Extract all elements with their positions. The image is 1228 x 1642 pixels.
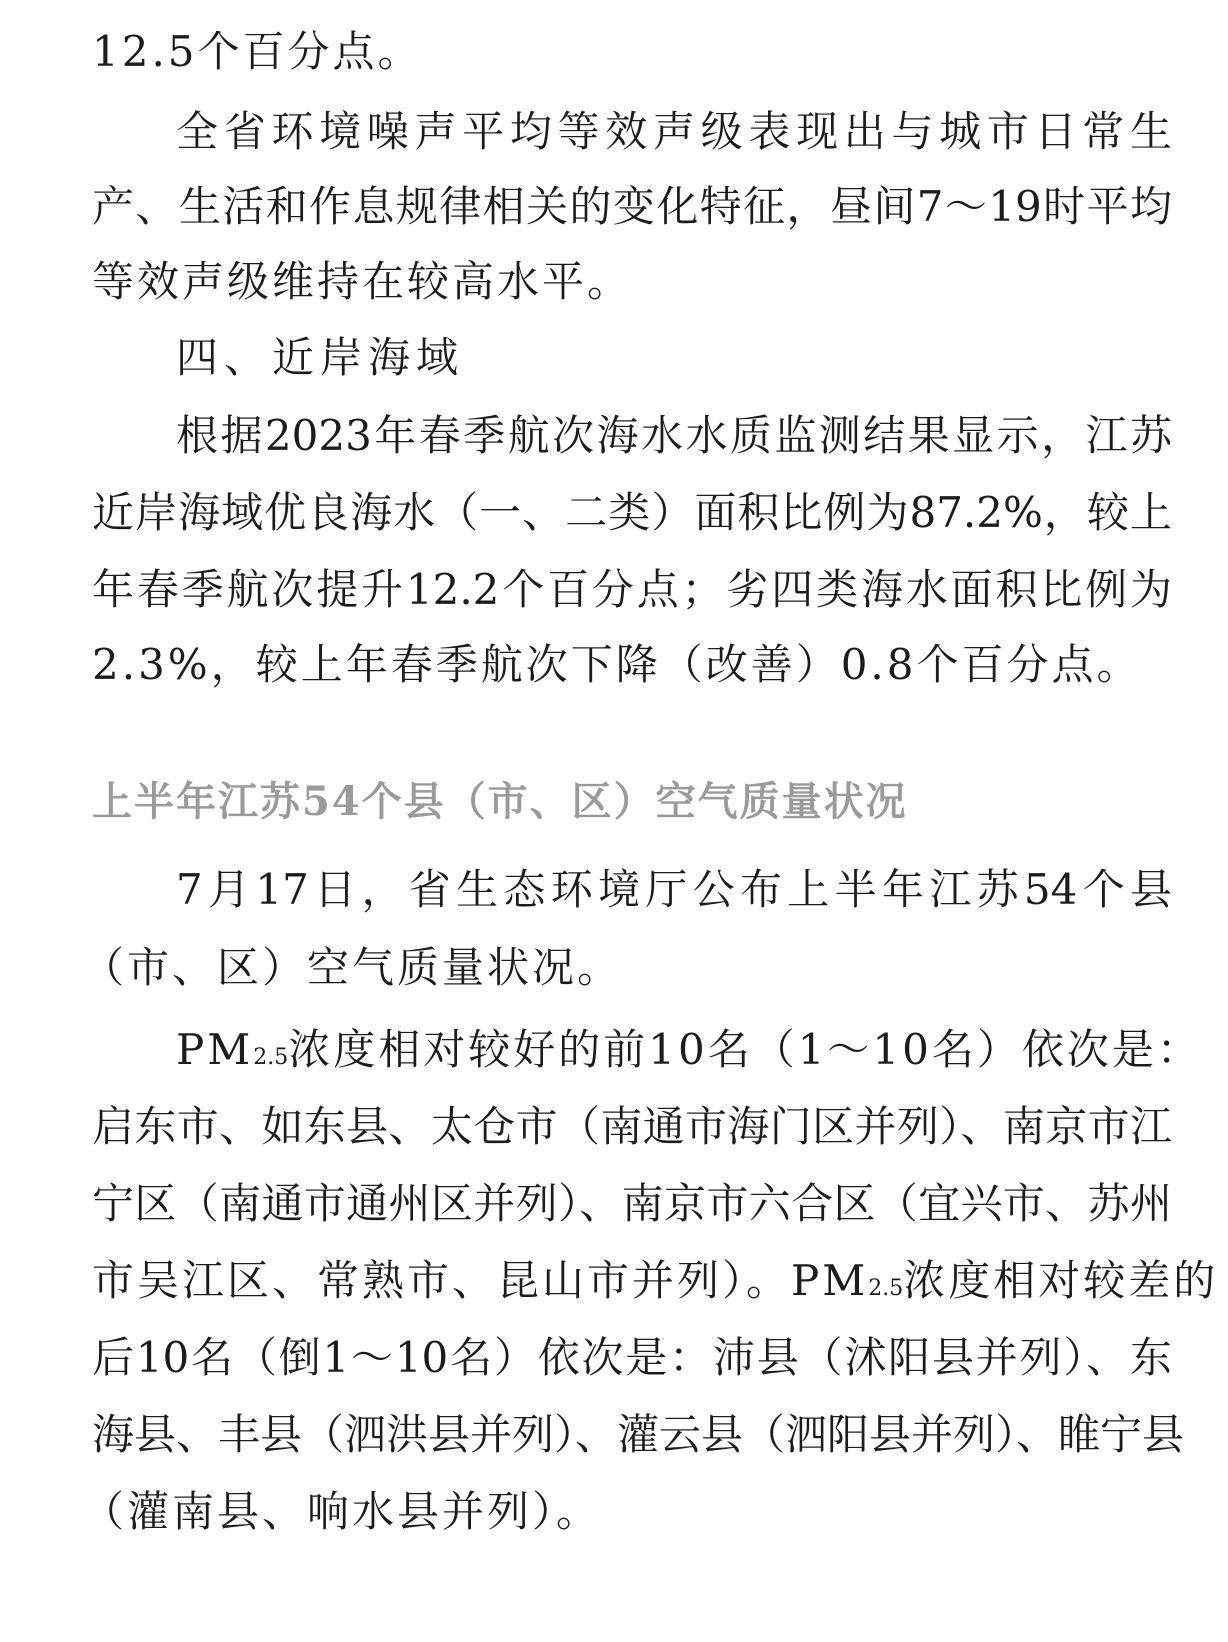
article-paragraph-line <box>92 1251 1218 1319</box>
section-heading-coastal: 四、近岸海域 <box>176 333 465 382</box>
paragraph-coastal-line: 年春季航次提升12.2个百分点；劣四类海水面积比例为 <box>92 565 1172 614</box>
pm-label: PM <box>791 1256 869 1305</box>
article-title: 上半年江苏54个县（市、区）空气质量状况 <box>92 778 908 825</box>
article-paragraph-line: 海县、丰县（泗洪县并列）、灌云县（泗阳县并列）、睢宁县 <box>92 1410 1185 1459</box>
pm-rest-text: 浓度相对较好的前10名（1～10名）依次是： <box>288 1025 1202 1074</box>
article-paragraph-line: （市、区）空气质量状况。 <box>82 943 623 992</box>
article-paragraph-line: 7月17日，省生态环境厅公布上半年江苏54个县 <box>176 865 1172 914</box>
article-paragraph-line: （灌南县、响水县并列）。 <box>82 1487 602 1536</box>
paragraph-noise-line: 产、生活和作息规律相关的变化特征，昼间7～19时平均 <box>92 182 1172 231</box>
paragraph-noise-line: 全省环境噪声平均等效声级表现出与城市日常生 <box>176 107 1172 156</box>
paragraph-noise-line: 等效声级维持在较高水平。 <box>92 257 633 306</box>
article-paragraph-line: 启东市、如东县、太仓市（南通市海门区并列）、南京市江 <box>92 1102 1172 1151</box>
pm-label: PM <box>176 1025 254 1074</box>
ranking-text: 浓度相对较差的 <box>903 1256 1219 1305</box>
pm-subscript: 2.5 <box>253 1045 289 1070</box>
paragraph-continuation: 12.5个百分点。 <box>92 27 423 76</box>
article-paragraph-line <box>176 1020 1202 1088</box>
article-paragraph-line: 后10名（倒1～10名）依次是：沛县（沭阳县并列）、东 <box>92 1333 1172 1382</box>
article-paragraph-line: 宁区（南通市通州区并列）、南京市六合区（宜兴市、苏州 <box>92 1179 1172 1228</box>
paragraph-coastal-line: 2.3%，较上年春季航次下降（改善）0.8个百分点。 <box>92 640 1142 689</box>
paragraph-coastal-line: 近岸海域优良海水（一、二类）面积比例为87.2%，较上 <box>92 488 1172 537</box>
paragraph-coastal-line: 根据2023年春季航次海水水质监测结果显示，江苏 <box>176 411 1172 460</box>
ranking-text: 市吴江区、常熟市、昆山市并列）。 <box>92 1256 792 1305</box>
pm-subscript: 2.5 <box>868 1276 904 1301</box>
